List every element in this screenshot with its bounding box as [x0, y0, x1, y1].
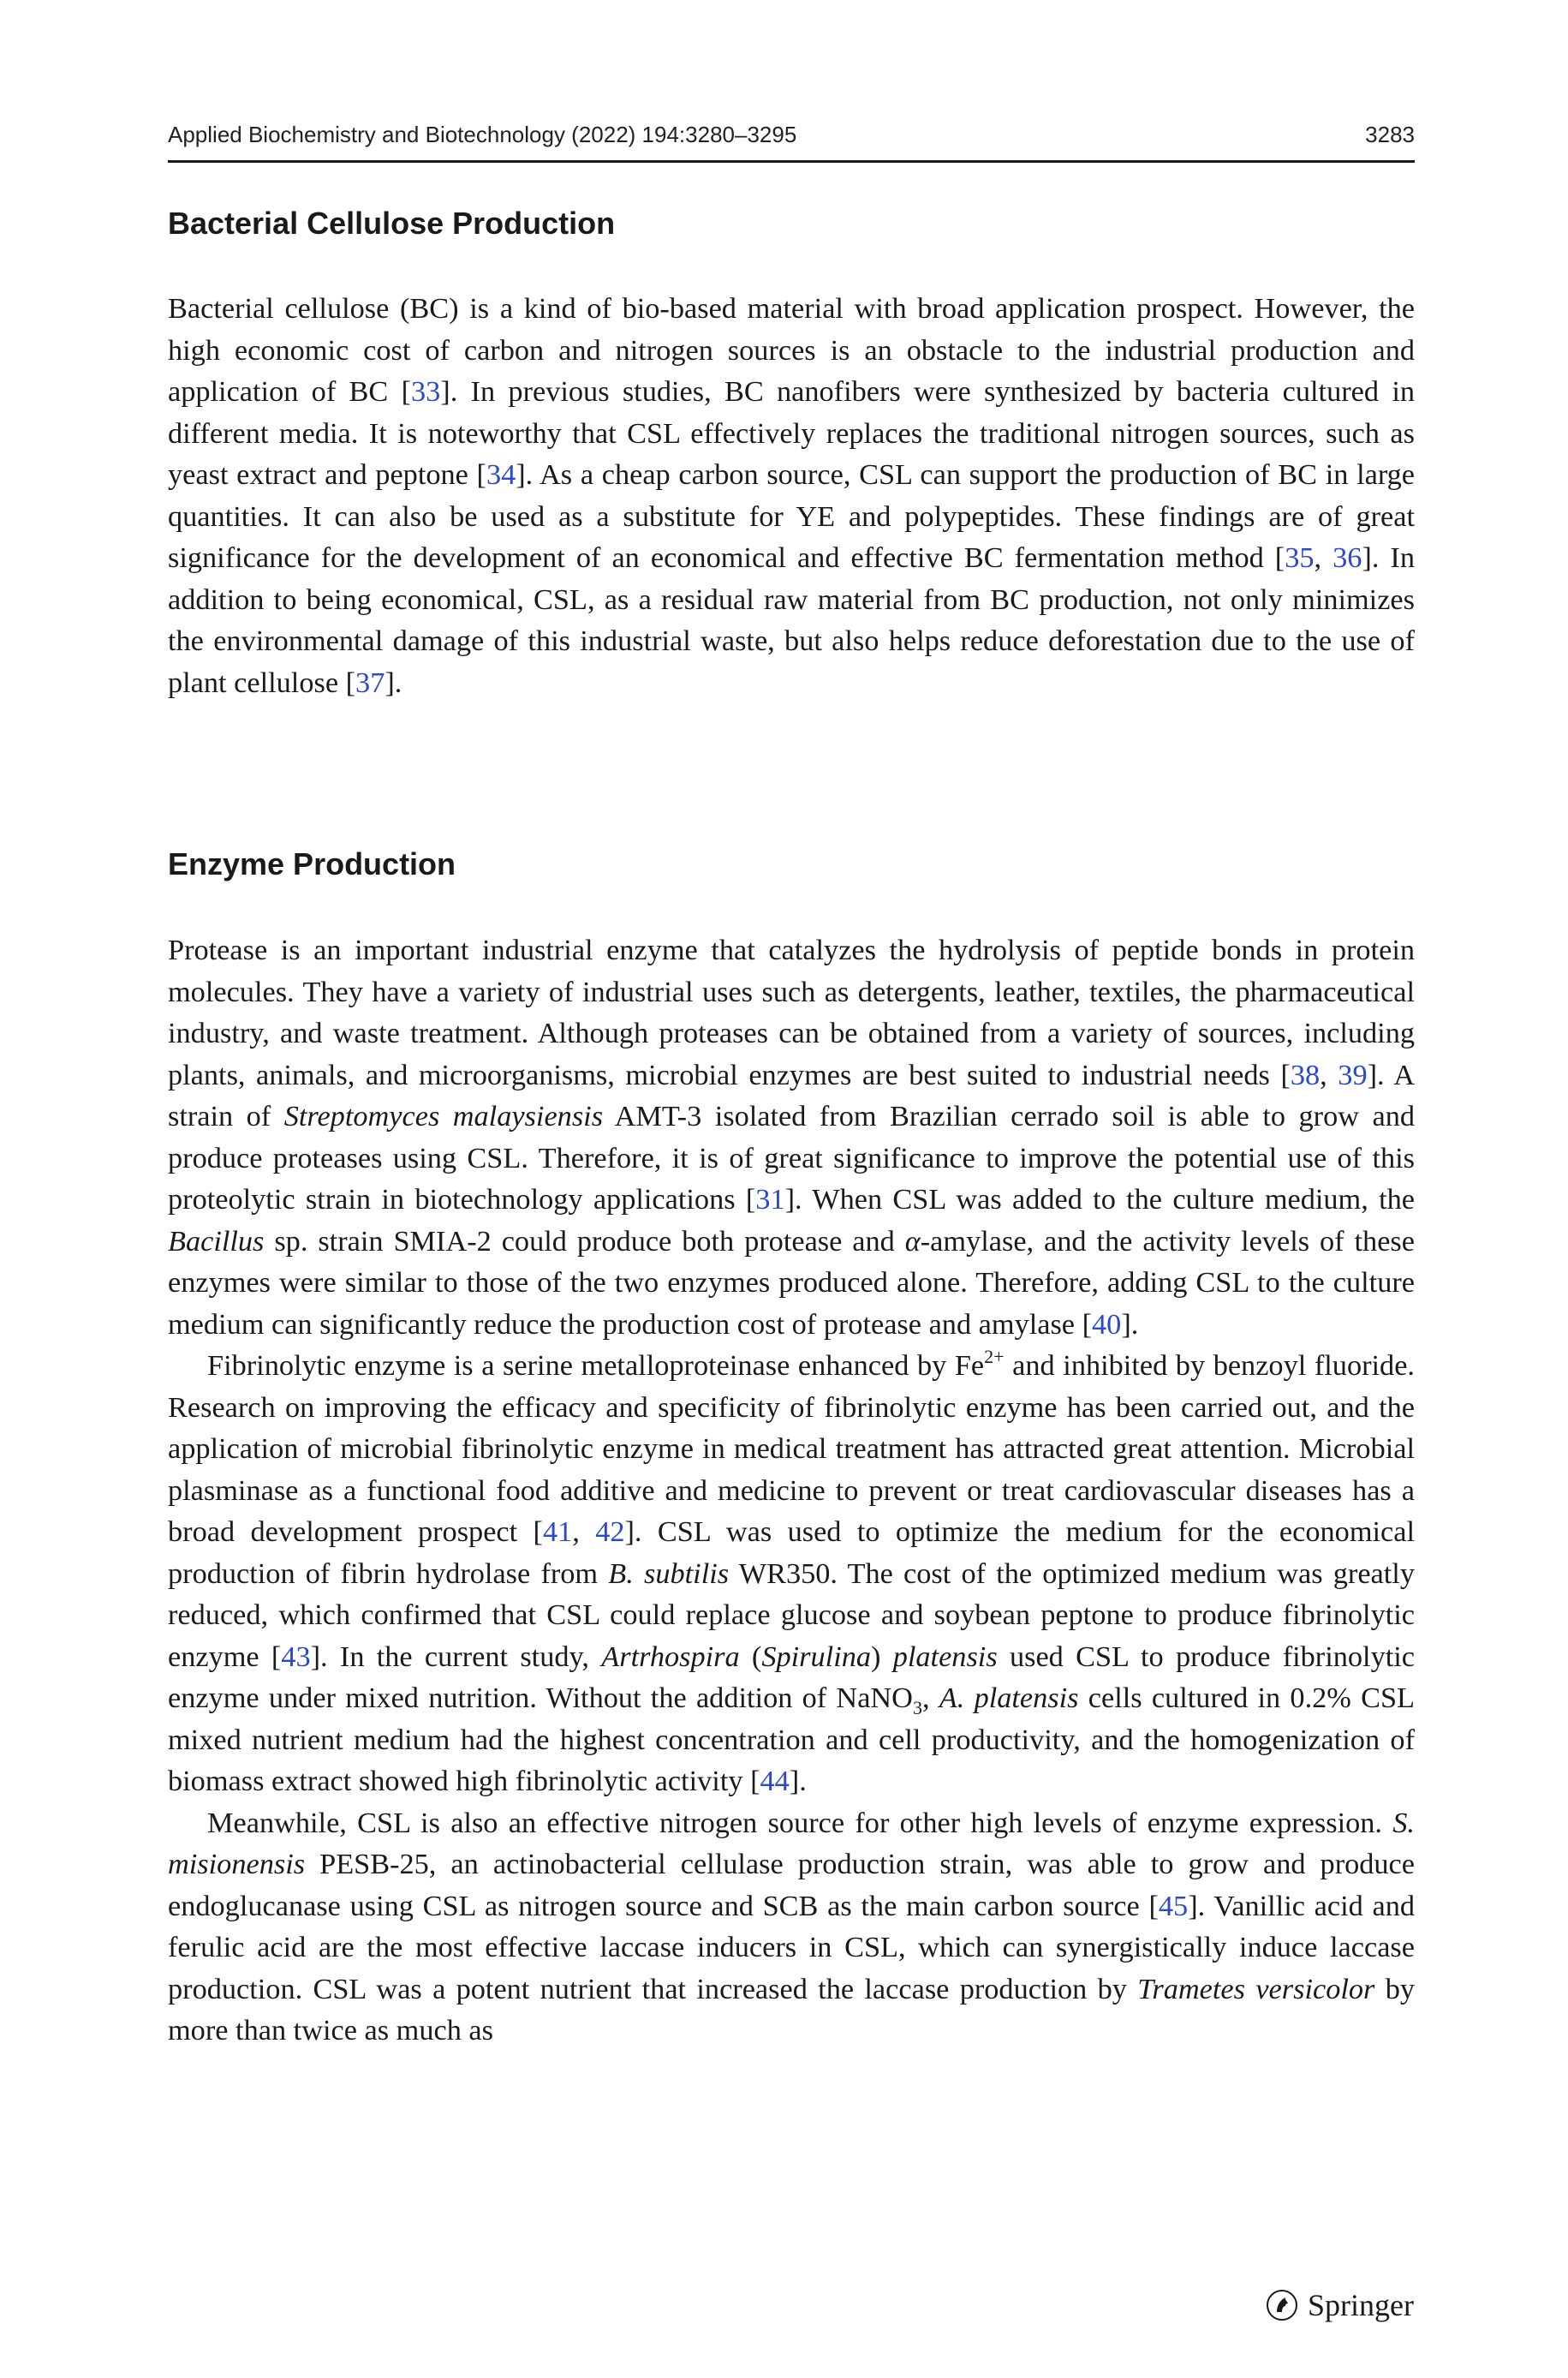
text-run: , [572, 1515, 596, 1548]
citation-link[interactable]: 34 [486, 458, 516, 491]
text-run: ( [739, 1640, 762, 1673]
citation-link[interactable]: 36 [1333, 541, 1362, 574]
citation-link[interactable]: 40 [1092, 1307, 1122, 1341]
text-run: ]. CSL was used to optimize the medium for the economical production of fibrin hydrolase from [168, 1515, 1415, 1590]
citation-link[interactable]: 38 [1290, 1058, 1321, 1091]
paragraph [168, 1345, 1415, 1802]
springer-horse-icon [1265, 2288, 1299, 2322]
italic-text: B. subtilis [608, 1556, 730, 1590]
page-number: 3283 [1365, 122, 1415, 147]
section-heading-enzyme-production: Enzyme Production [168, 846, 456, 881]
italic-text: Trametes versicolor [1137, 1972, 1375, 2005]
citation-link[interactable]: 41 [542, 1515, 573, 1548]
paragraph [168, 1802, 1415, 2052]
paragraph [168, 288, 1415, 703]
citation-link[interactable]: 44 [760, 1765, 790, 1797]
section-heading-bacterial-cellulose: Bacterial Cellulose Production [168, 206, 616, 241]
paragraph [168, 929, 1415, 1345]
header-rule [168, 160, 1415, 163]
italic-text: Bacillus [168, 1224, 265, 1258]
text-run: ]. [789, 1765, 807, 1797]
text-run: PESB-25, an actinobacterial cellulase production strain, was able to grow and produce endoglucanase using CSL as nitrogen source and SCB as the main carbon source [ [168, 1848, 1415, 1922]
text-run: AMT-3 isolated from Brazilian cerrado soil is able to grow and produce proteases using CSL. Therefore, it is of great significance to improve the potential use of this proteolytic strain in biotechnology applications [ [168, 1100, 1415, 1216]
citation-link[interactable]: 43 [281, 1640, 311, 1673]
text-run: , [921, 1682, 939, 1714]
text-run: , [1314, 541, 1333, 574]
citation-link[interactable]: 35 [1285, 541, 1315, 574]
text-run: -amylase, and the activity levels of these enzymes were similar to those of the two enzymes produced alone. Therefore, adding CSL to the culture medium can significantly reduce the production cost of protease and amylase [ [168, 1224, 1415, 1341]
text-run: sp. strain SMIA-2 could produce both protease and [264, 1224, 905, 1258]
citation-link[interactable]: 45 [1158, 1889, 1189, 1922]
section-body-bacterial-cellulose [168, 288, 1415, 703]
citation-link[interactable]: 39 [1338, 1058, 1368, 1091]
text-run: ]. As a cheap carbon source, CSL can support the production of BC in large quantities. It can also be used as a substitute for YE and polypeptides. These findings are of great significance for the development of an economical and effective BC fermentation method [ [168, 458, 1415, 574]
italic-text: Artrhospira [601, 1640, 740, 1673]
publisher-name: Springer [1308, 2288, 1414, 2322]
citation-link[interactable]: 42 [595, 1515, 625, 1548]
text-run: ]. [385, 666, 402, 699]
text-run: WR350. The cost of the optimized medium was greatly reduced, which confirmed that CSL could replace glucose and soybean peptone to produce fibrinolytic enzyme [ [168, 1556, 1415, 1673]
running-head [168, 118, 1415, 159]
citation-link[interactable]: 33 [410, 375, 441, 408]
text-run: by more than twice as much as [168, 1972, 1416, 2046]
text-run: used CSL to produce fibrinolytic enzyme under mixed nutrition. Without the addition of NaNO [168, 1640, 1415, 1714]
text-run: ]. In previous studies, BC nanofibers were synthesized by bacteria cultured in different media. It is noteworthy that CSL effectively replaces the traditional nitrogen sources, such as yeast extract and peptone [ [168, 375, 1415, 491]
citation-link[interactable]: 31 [755, 1183, 785, 1216]
text-run: ]. A strain of [168, 1058, 1416, 1132]
text-run: ]. Vanillic acid and ferulic acid are the most effective laccase inducers in CSL, which can synergistically induce laccase production. CSL was a potent nutrient that increased the laccase production by [168, 1889, 1415, 2005]
text-run: , [1320, 1058, 1338, 1091]
text-run: cells cultured in 0.2% CSL mixed nutrient medium had the highest concentration and cell productivity, and the homogenization of biomass extract showed high fibrinolytic activity [ [168, 1682, 1416, 1797]
text-run: ) [871, 1640, 893, 1673]
italic-text: A. platensis [939, 1682, 1079, 1714]
citation-link[interactable]: 37 [355, 666, 385, 699]
section-body-enzyme-production [168, 929, 1415, 2052]
text-run: ]. [1121, 1307, 1139, 1341]
text-run: Fibrinolytic enzyme is a serine metalloproteinase enhanced by Fe [207, 1349, 985, 1382]
journal-citation: Applied Biochemistry and Biotechnology (2022) 194:3280–3295 [168, 122, 797, 147]
italic-text: Streptomyces malaysiensis [283, 1100, 604, 1132]
italic-text: S. misionensis [168, 1806, 1415, 1880]
publisher-logo [1265, 2284, 1414, 2327]
text-run: and inhibited by benzoyl fluoride. Research on improving the efficacy and specificity of fibrinolytic enzyme has been carried out, and the application of microbial fibrinolytic enzyme in medical treatment has attracted great attention. Microbial plasminase as a functional food additive and medicine to prevent or treat cardiovascular diseases has a broad development prospect [ [168, 1349, 1415, 1548]
italic-text: Spirulina [761, 1640, 872, 1673]
text-run: ]. When CSL was added to the culture medium, the [784, 1183, 1416, 1216]
italic-text: α [904, 1224, 921, 1258]
text-run: Protease is an important industrial enzyme that catalyzes the hydrolysis of peptide bonds in protein molecules. They have a variety of industrial uses such as detergents, leather, textiles, the pharmaceutical industry, and waste treatment. Although proteases can be obtained from a variety of sources, including plants, animals, and microorganisms, microbial enzymes are best suited to industrial needs [ [168, 934, 1415, 1091]
text-run: ]. In addition to being economical, CSL, as a residual raw material from BC production, not only minimizes the environmental damage of this industrial waste, but also helps reduce deforestation due to the use of plant cellulose [ [168, 541, 1416, 699]
text-run: ]. In the current study, [310, 1640, 602, 1673]
subscript: 3 [912, 1697, 922, 1718]
italic-text: platensis [892, 1640, 998, 1673]
text-run: Bacterial cellulose (BC) is a kind of bio-based material with broad application prospect. However, the high economic cost of carbon and nitrogen sources is an obstacle to the industrial production and application of BC [ [168, 292, 1415, 408]
text-run: Meanwhile, CSL is also an effective nitrogen source for other high levels of enzyme expression. [207, 1806, 1393, 1839]
superscript: 2+ [984, 1346, 1005, 1367]
